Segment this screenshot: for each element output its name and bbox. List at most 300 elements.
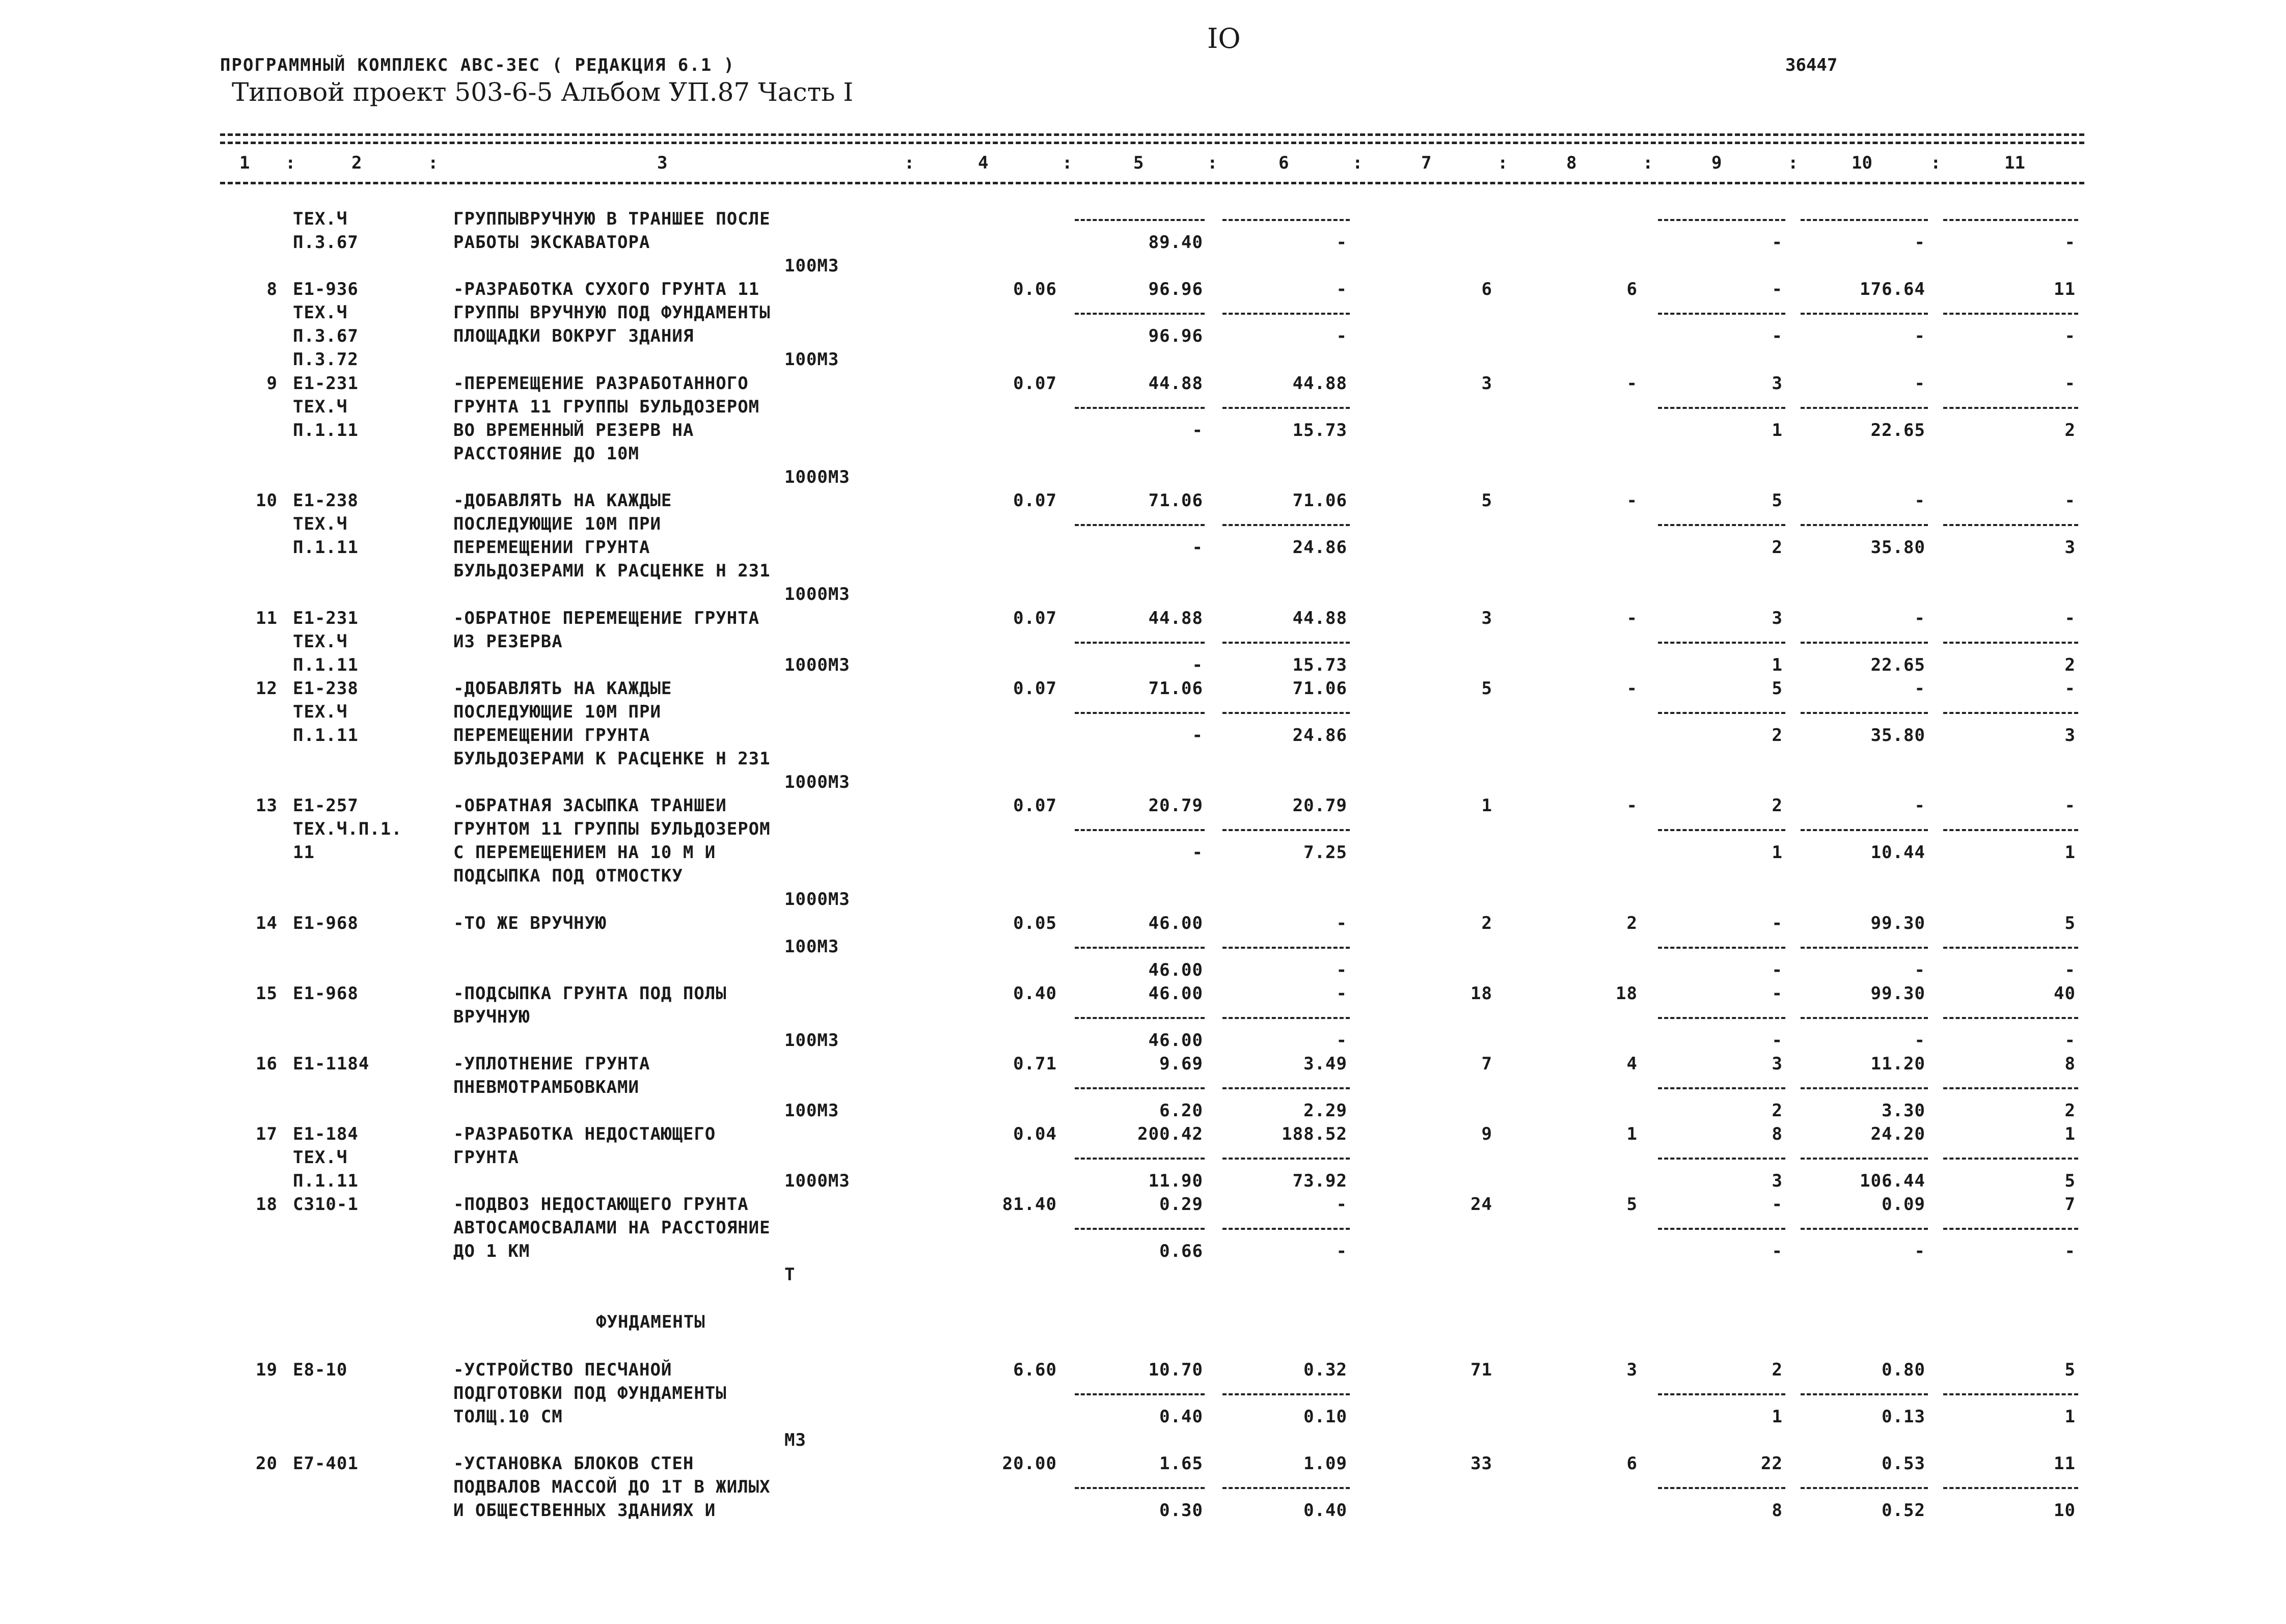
row-number: 14 [256,913,278,933]
unit-cost-machines: 0.32 [1303,1360,1347,1380]
unit-of-measure: 100М3 [784,1100,839,1121]
dashed-separator [1658,1017,1785,1019]
total-cost: 7 [1481,1054,1492,1074]
unit-cost-machines: 71.06 [1292,490,1347,511]
dashed-separator [1943,1087,2078,1089]
total-machines: - [1772,913,1783,933]
unit-cost-machines: 44.88 [1292,373,1347,394]
unit-cost-machines: 15.73 [1292,655,1347,675]
unit-cost-total: 1.65 [1159,1453,1203,1474]
unit-cost-total: - [1192,655,1203,675]
row-number: 15 [256,983,278,1004]
row-number: 17 [256,1124,278,1144]
work-description: -РАЗРАБОТКА СУХОГО ГРУНТА 11 [453,279,760,299]
row-number: 20 [256,1453,278,1474]
dashed-separator [1801,642,1928,644]
dashed-separator [1801,1017,1928,1019]
unit-cost-total: 6.20 [1159,1100,1203,1121]
labor-per-unit: - [1914,960,1925,980]
unit-of-measure: 1000М3 [784,655,850,675]
labor-per-unit: 11.20 [1870,1054,1925,1074]
dashed-separator [1075,1487,1205,1489]
dashed-separator [1801,1158,1928,1160]
row-number: 16 [256,1054,278,1074]
page-number: IO [1207,22,1241,54]
dashed-separator [1801,524,1928,526]
dashed-separator [1801,407,1928,409]
labor-total: - [2064,326,2076,346]
total-machines: - [1772,1030,1783,1051]
labor-total: 1 [2064,842,2076,863]
total-cost: 3 [1481,608,1492,628]
quantity: 0.07 [1013,373,1057,394]
row-number: 9 [266,373,278,394]
work-description: РАССТОЯНИЕ ДО 10М [453,444,639,464]
column-separator: : [285,153,296,173]
work-description: ГРУППЫВРУЧНУЮ В ТРАНШЕЕ ПОСЛЕ [453,209,771,229]
rate-code: П.3.67 [293,326,359,346]
dashed-separator [1943,829,2078,831]
section-heading: ФУНДАМЕНТЫ [596,1312,705,1332]
row-number: 19 [256,1360,278,1380]
rate-code: П.1.11 [293,655,359,675]
labor-total: 2 [2064,1100,2076,1121]
labor-total: 5 [2064,1360,2076,1380]
total-machines: 3 [1772,608,1783,628]
labor-per-unit: 35.80 [1870,725,1925,746]
total-machines: 2 [1772,795,1783,816]
row-number: 10 [256,490,278,511]
unit-of-measure: 1000М3 [784,467,850,487]
unit-cost-total: 0.40 [1159,1407,1203,1427]
dashed-separator [1075,1158,1205,1160]
unit-cost-total: 200.42 [1137,1124,1203,1144]
labor-total: - [2064,960,2076,980]
quantity: 0.04 [1013,1124,1057,1144]
dashed-separator [1943,1393,2078,1395]
dashed-separator [1658,219,1785,221]
rate-code: ТЕХ.Ч [293,302,348,323]
dashed-separator [1222,407,1350,409]
work-description: РАБОТЫ ЭКСКАВАТОРА [453,232,650,253]
work-description: ВО ВРЕМЕННЫЙ РЕЗЕРВ НА [453,420,694,441]
labor-per-unit: - [1914,1241,1925,1261]
unit-cost-machines: 24.86 [1292,725,1347,746]
labor-total: 5 [2064,1171,2076,1191]
unit-cost-machines: 2.29 [1303,1100,1347,1121]
rate-code: П.1.11 [293,420,359,441]
rate-code: ТЕХ.Ч [293,397,348,417]
labor-total: 11 [2054,279,2076,299]
work-description: ГРУППЫ ВРУЧНУЮ ПОД ФУНДАМЕНТЫ [453,302,771,323]
rate-code: Е1-1184 [293,1054,370,1074]
dashed-separator [1658,1158,1785,1160]
column-separator: : [1788,153,1799,173]
labor-per-unit: 3.30 [1882,1100,1925,1121]
unit-of-measure: 100М3 [784,256,839,276]
quantity: 0.07 [1013,490,1057,511]
column-separator: : [1207,153,1218,173]
total-machines: 2 [1772,1100,1783,1121]
dashed-separator [1222,712,1350,714]
dashed-separator [1801,829,1928,831]
rate-code: Е1-238 [293,490,359,511]
labor-total: 40 [2054,983,2076,1004]
labor-per-unit: - [1914,326,1925,346]
dashed-separator [1075,1228,1205,1230]
total-wages: 2 [1626,913,1638,933]
rate-code: П.1.11 [293,537,359,558]
column-separator: : [904,153,915,173]
unit-cost-total: 0.29 [1159,1194,1203,1215]
dashed-separator [1075,642,1205,644]
total-machines: - [1772,1194,1783,1215]
dashed-separator [1075,947,1205,949]
dashed-separator [1075,407,1205,409]
unit-cost-machines: - [1336,960,1347,980]
work-description: ВРУЧНУЮ [453,1007,530,1027]
dashed-separator [1658,407,1785,409]
total-machines: 1 [1772,842,1783,863]
labor-total: 3 [2064,537,2076,558]
labor-per-unit: 176.64 [1860,279,1925,299]
work-description: ПОДГОТОВКИ ПОД ФУНДАМЕНТЫ [453,1383,727,1403]
total-cost: 3 [1481,373,1492,394]
work-description: -ОБРАТНОЕ ПЕРЕМЕЩЕНИЕ ГРУНТА [453,608,760,628]
quantity: 6.60 [1013,1360,1057,1380]
dashed-separator [1075,313,1205,315]
labor-total: 1 [2064,1407,2076,1427]
work-description: ПЕРЕМЕЩЕНИИ ГРУНТА [453,537,650,558]
unit-cost-total: 0.30 [1159,1500,1203,1521]
column-separator: : [1062,153,1073,173]
unit-cost-total: 20.79 [1148,795,1203,816]
unit-cost-total: 10.70 [1148,1360,1203,1380]
unit-cost-machines: 3.49 [1303,1054,1347,1074]
rate-code: П.3.67 [293,232,359,253]
dashed-separator [1222,947,1350,949]
total-machines: - [1772,232,1783,253]
unit-cost-total: 44.88 [1148,373,1203,394]
unit-cost-machines: 24.86 [1292,537,1347,558]
work-description: -УСТАНОВКА БЛОКОВ СТЕН [453,1453,694,1474]
dashed-separator [1222,1487,1350,1489]
dashed-separator [1943,524,2078,526]
dashed-separator [1658,829,1785,831]
unit-cost-machines: 1.09 [1303,1453,1347,1474]
rate-code: Е1-968 [293,913,359,933]
work-description: БУЛЬДОЗЕРАМИ К РАСЦЕНКЕ Н 231 [453,749,771,769]
work-description: ПОСЛЕДУЮЩИЕ 10М ПРИ [453,702,661,722]
labor-total: 2 [2064,655,2076,675]
column-header-2: 2 [351,153,362,173]
total-machines: 2 [1772,537,1783,558]
unit-cost-machines: - [1336,1030,1347,1051]
labor-total: 7 [2064,1194,2076,1215]
total-cost: 2 [1481,913,1492,933]
rate-code: ТЕХ.Ч [293,631,348,652]
column-header-10: 10 [1852,153,1872,173]
rate-code: ТЕХ.Ч [293,1147,348,1168]
work-description: ПОСЛЕДУЮЩИЕ 10М ПРИ [453,514,661,534]
quantity: 0.07 [1013,795,1057,816]
total-wages: - [1626,678,1638,699]
labor-total: 2 [2064,420,2076,441]
work-description: -ПЕРЕМЕЩЕНИЕ РАЗРАБОТАННОГО [453,373,749,394]
dashed-separator [1658,947,1785,949]
dashed-separator [1222,524,1350,526]
total-machines: 3 [1772,1054,1783,1074]
dashed-separator [1801,712,1928,714]
dashed-separator [1801,313,1928,315]
work-description: БУЛЬДОЗЕРАМИ К РАСЦЕНКЕ Н 231 [453,561,771,581]
dashed-separator [1943,1158,2078,1160]
unit-cost-total: 71.06 [1148,490,1203,511]
dashed-separator [1943,642,2078,644]
unit-cost-machines: - [1336,326,1347,346]
work-description: -ПОДВОЗ НЕДОСТАЮЩЕГО ГРУНТА [453,1194,749,1215]
labor-total: 1 [2064,1124,2076,1144]
total-machines: 1 [1772,1407,1783,1427]
total-wages: - [1626,795,1638,816]
total-wages: 4 [1626,1054,1638,1074]
dashed-separator [1943,947,2078,949]
dashed-separator [1075,524,1205,526]
unit-of-measure: 100М3 [784,1030,839,1051]
quantity: 0.05 [1013,913,1057,933]
row-number: 18 [256,1194,278,1215]
dashed-separator [1801,219,1928,221]
dashed-separator [1075,1017,1205,1019]
column-separator: : [1498,153,1508,173]
work-description: И ОБЩЕСТВЕННЫХ ЗДАНИЯХ И [453,1500,716,1521]
dashed-separator [1801,1228,1928,1230]
labor-per-unit: 99.30 [1870,913,1925,933]
dashed-separator [1943,1487,2078,1489]
labor-total: - [2064,232,2076,253]
dashed-separator [1658,313,1785,315]
work-description: -ДОБАВЛЯТЬ НА КАЖДЫЕ [453,490,672,511]
unit-cost-total: 89.40 [1148,232,1203,253]
unit-cost-machines: 73.92 [1292,1171,1347,1191]
unit-cost-total: 96.96 [1148,279,1203,299]
dashed-separator [1075,712,1205,714]
total-wages: 6 [1626,279,1638,299]
dashed-separator [1658,524,1785,526]
project-title: Типовой проект 503-6-5 Альбом УП.87 Часть I [232,77,854,107]
labor-total: - [2064,678,2076,699]
column-header-6: 6 [1278,153,1289,173]
dashed-separator [1943,407,2078,409]
labor-per-unit: 22.65 [1870,655,1925,675]
labor-total: 8 [2064,1054,2076,1074]
rate-code: П.3.72 [293,349,359,370]
total-machines: 2 [1772,725,1783,746]
quantity: 20.00 [1002,1453,1057,1474]
work-description: ПОДСЫПКА ПОД ОТМОСТКУ [453,866,683,886]
total-machines: - [1772,1241,1783,1261]
dashed-separator [1658,1087,1785,1089]
unit-of-measure: М3 [784,1430,806,1450]
work-description: -ТО ЖЕ ВРУЧНУЮ [453,913,607,933]
column-separator: : [1930,153,1941,173]
unit-cost-machines: - [1336,1241,1347,1261]
work-description: -УСТРОЙСТВО ПЕСЧАНОЙ [453,1360,672,1380]
dashed-separator [1222,1228,1350,1230]
unit-cost-machines: 0.10 [1303,1407,1347,1427]
total-machines: 1 [1772,420,1783,441]
unit-cost-machines: 7.25 [1303,842,1347,863]
unit-of-measure: 100М3 [784,349,839,370]
dashed-separator [1222,829,1350,831]
labor-per-unit: - [1914,795,1925,816]
work-description: ПЛОЩАДКИ ВОКРУГ ЗДАНИЯ [453,326,694,346]
labor-total: - [2064,490,2076,511]
quantity: 81.40 [1002,1194,1057,1215]
labor-per-unit: 22.65 [1870,420,1925,441]
labor-per-unit: - [1914,1030,1925,1051]
unit-cost-total: 46.00 [1148,960,1203,980]
total-cost: 24 [1471,1194,1492,1215]
dashed-separator [1801,1393,1928,1395]
total-cost: 18 [1471,983,1492,1004]
dashed-separator [1943,712,2078,714]
total-wages: - [1626,608,1638,628]
work-description: АВТОСАМОСВАЛАМИ НА РАССТОЯНИЕ [453,1218,771,1238]
rate-code: С310-1 [293,1194,359,1215]
code-number: 36447 [1785,55,1838,75]
dashed-separator [1075,219,1205,221]
labor-total: - [2064,1241,2076,1261]
work-description: ИЗ РЕЗЕРВА [453,631,563,652]
work-description: -УПЛОТНЕНИЕ ГРУНТА [453,1054,650,1074]
total-machines: 22 [1761,1453,1783,1474]
total-machines: 1 [1772,655,1783,675]
total-machines: 2 [1772,1360,1783,1380]
unit-cost-total: 71.06 [1148,678,1203,699]
labor-total: 5 [2064,913,2076,933]
rate-code: Е1-257 [293,795,359,816]
dashed-separator [1801,947,1928,949]
total-machines: 5 [1772,678,1783,699]
total-wages: - [1626,490,1638,511]
dashed-separator [1222,219,1350,221]
unit-of-measure: 1000М3 [784,772,850,792]
dashed-separator [1222,313,1350,315]
work-description: -ДОБАВЛЯТЬ НА КАЖДЫЕ [453,678,672,699]
labor-per-unit: 0.80 [1882,1360,1925,1380]
labor-per-unit: 0.13 [1882,1407,1925,1427]
row-number: 11 [256,608,278,628]
dashed-separator [1222,1087,1350,1089]
labor-per-unit: 35.80 [1870,537,1925,558]
unit-cost-total: 46.00 [1148,983,1203,1004]
dashed-separator [1943,219,2078,221]
labor-per-unit: 0.09 [1882,1194,1925,1215]
unit-cost-total: 9.69 [1159,1054,1203,1074]
work-description: ПНЕВМОТРАМБОВКАМИ [453,1077,639,1097]
total-cost: 71 [1471,1360,1492,1380]
rate-code: П.1.11 [293,725,359,746]
unit-cost-machines: 188.52 [1282,1124,1347,1144]
dashed-separator [1658,642,1785,644]
rate-code: ТЕХ.Ч.П.1. [293,819,402,839]
dashed-separator [1658,1393,1785,1395]
labor-per-unit: 0.52 [1882,1500,1925,1521]
rate-code: Е1-231 [293,373,359,394]
labor-per-unit: - [1914,678,1925,699]
total-wages: - [1626,373,1638,394]
column-header-4: 4 [978,153,989,173]
rate-code: Е1-936 [293,279,359,299]
rate-code: Е1-231 [293,608,359,628]
quantity: 0.07 [1013,678,1057,699]
total-wages: 1 [1626,1124,1638,1144]
unit-cost-machines: 20.79 [1292,795,1347,816]
dashed-separator [1943,1228,2078,1230]
rate-code: Е1-968 [293,983,359,1004]
work-description: ПЕРЕМЕЩЕНИИ ГРУНТА [453,725,650,746]
unit-cost-total: - [1192,420,1203,441]
work-description: -ОБРАТНАЯ ЗАСЫПКА ТРАНШЕИ [453,795,727,816]
work-description: ТОЛЩ.10 СМ [453,1407,563,1427]
unit-cost-total: - [1192,537,1203,558]
column-header-3: 3 [657,153,668,173]
dashed-separator [1658,1487,1785,1489]
rate-code: Е1-238 [293,678,359,699]
unit-cost-total: 11.90 [1148,1171,1203,1191]
unit-cost-total: 0.66 [1159,1241,1203,1261]
rate-code: ТЕХ.Ч [293,702,348,722]
quantity: 0.71 [1013,1054,1057,1074]
total-wages: 3 [1626,1360,1638,1380]
labor-total: - [2064,373,2076,394]
total-cost: 5 [1481,678,1492,699]
unit-cost-machines: 15.73 [1292,420,1347,441]
labor-per-unit: 99.30 [1870,983,1925,1004]
unit-of-measure: 1000М3 [784,584,850,604]
dashed-separator [1943,1017,2078,1019]
dashed-separator [1222,1393,1350,1395]
dashed-separator [1658,712,1785,714]
dashed-separator [1222,1158,1350,1160]
column-separator: : [1352,153,1363,173]
row-number: 8 [266,279,278,299]
total-wages: 5 [1626,1194,1638,1215]
column-header-1: 1 [239,153,250,173]
unit-of-measure: 1000М3 [784,889,850,910]
work-description: ПОДВАЛОВ МАССОЙ ДО 1Т В ЖИЛЫХ [453,1477,771,1497]
rate-code: Е8-10 [293,1360,348,1380]
column-separator: : [1643,153,1653,173]
dashed-separator [1801,1087,1928,1089]
program-line: ПРОГРАММНЫЙ КОМПЛЕКС АВС-ЗЕС ( РЕДАКЦИЯ 6.1 ) [220,55,736,75]
labor-per-unit: 0.53 [1882,1453,1925,1474]
labor-per-unit: - [1914,490,1925,511]
unit-cost-machines: - [1336,232,1347,253]
work-description: С ПЕРЕМЕЩЕНИЕМ НА 10 М И [453,842,716,863]
quantity: 0.07 [1013,608,1057,628]
total-cost: 33 [1471,1453,1492,1474]
total-machines: - [1772,326,1783,346]
total-cost: 9 [1481,1124,1492,1144]
dashed-separator [1075,829,1205,831]
rate-code: Е7-401 [293,1453,359,1474]
labor-per-unit: - [1914,373,1925,394]
column-header-11: 11 [2004,153,2025,173]
row-number: 12 [256,678,278,699]
unit-cost-total: - [1192,725,1203,746]
